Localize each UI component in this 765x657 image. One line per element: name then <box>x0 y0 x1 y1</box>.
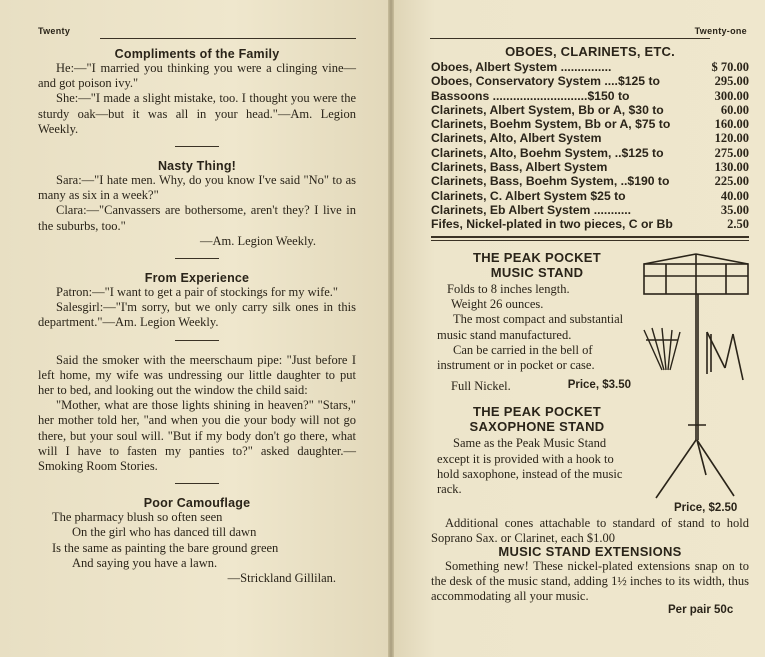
item-name: Bassoons ............................$150 to <box>431 88 630 103</box>
item-price: 160.00 <box>714 117 749 132</box>
stand-line: The most compact and substantial music stand manufactured. <box>437 312 624 342</box>
music-stand-price-row <box>437 379 631 394</box>
joke-body <box>38 173 356 249</box>
sax-stand-subtitle: SAXOPHONE STAND <box>469 419 605 435</box>
poem-title: Poor Camouflage <box>143 496 251 511</box>
joke-line: He:—"I married you thinking you were a clinging vine—and got poison ivy." <box>38 61 356 91</box>
item-price: 275.00 <box>714 145 749 160</box>
price-row <box>431 103 749 117</box>
joke-title: Compliments of the Family <box>114 47 280 61</box>
price-row <box>431 217 749 231</box>
stand-line: Can be carried in the bell of instrument or in pocket or case. <box>437 342 595 373</box>
folded-legs-icon <box>703 328 747 382</box>
right-head-rule <box>430 38 710 39</box>
price-row <box>431 131 749 145</box>
joke-line: Salesgirl:—"I'm sorry, but we only carry silk ones in this department."—Am. Legion Weekly. <box>38 300 356 330</box>
item-name: Clarinets, Alto, Boehm System, ..$125 to <box>431 145 664 160</box>
joke-source: —Am. Legion Weekly. <box>200 233 316 248</box>
item-price: $ 70.00 <box>711 60 749 74</box>
right-running-head: Twenty-one <box>694 26 747 36</box>
list-bottom-rule <box>431 236 749 238</box>
item-name: Clarinets, Albert System, Bb or A, $30 to <box>431 102 664 117</box>
joke-body <box>38 353 356 475</box>
price-row <box>431 74 749 88</box>
extensions-title: MUSIC STAND EXTENSIONS <box>498 544 682 559</box>
price-row <box>431 146 749 160</box>
separator <box>175 483 219 484</box>
joke-title: Nasty Thing! <box>157 159 237 174</box>
joke-body <box>38 285 356 331</box>
joke-line: "Mother, what are those lights shining in heaven?" "Stars," her mother told her, "and when you die your body will not go there, but your soul will. "But if my body don't go there, what will I have to fasten my panties to?" asked daughter.—Smoking Room Stories. <box>38 398 356 474</box>
joke-line: Sara:—"I hate men. Why, do you know I've said "No" to as many as six in a week?" <box>38 173 356 203</box>
music-stand-title: THE PEAK POCKET <box>472 250 601 265</box>
price-row <box>431 89 749 103</box>
item-price: 60.00 <box>720 102 749 117</box>
sax-stand-price: Price, $2.50 <box>674 502 738 514</box>
left-running-head: Twenty <box>38 26 71 36</box>
catalog-title: OBOES, CLARINETS, ETC. <box>505 44 675 59</box>
left-head-rule <box>100 38 356 39</box>
stand-line: Weight 26 ounces. <box>451 297 544 312</box>
poem-line: Is the same as painting the bare ground green <box>52 540 279 555</box>
stand-line: Folds to 8 inches length. <box>447 282 570 296</box>
joke-line: She:—"I made a slight mistake, too. I thought you were the sturdy oak—but it was all in your head."—Am. Legion Weekly. <box>38 91 356 136</box>
poem-line: The pharmacy blush so often seen <box>52 510 223 525</box>
item-price: 130.00 <box>714 160 749 175</box>
music-stand-subtitle: MUSIC STAND <box>490 265 584 280</box>
poem-author: —Strickland Gillilan. <box>227 571 336 586</box>
separator <box>175 146 219 147</box>
item-name: Clarinets, Bass, Boehm System, ..$190 to <box>431 174 670 189</box>
joke-line: Said the smoker with the meerschaum pipe: "Just before I left home, my wife was undressing our little daughter to put her to bed, and looking out the window the child said: <box>38 352 356 398</box>
price-row <box>431 117 749 131</box>
item-name: Clarinets, Boehm System, Bb or A, $75 to <box>431 117 671 132</box>
price-row <box>431 60 749 74</box>
price-row <box>431 174 749 188</box>
item-price: 35.00 <box>720 202 749 217</box>
poem-line: On the girl who has danced till dawn <box>72 525 257 540</box>
item-price: 40.00 <box>720 188 749 203</box>
price-row <box>431 203 749 217</box>
item-price: 120.00 <box>714 131 749 146</box>
additional-cones-text: Additional cones attachable to standard of stand to hold Soprano Sax. or Clarinet, each $1.00 <box>431 516 749 546</box>
sax-stand-description: Same as the Peak Music Stand except it is provided with a hook to hold saxophone, instead of the music rack. <box>437 436 623 497</box>
item-name: Oboes, Albert System ............... <box>431 60 612 74</box>
stand-finish: Full Nickel. <box>451 379 511 394</box>
price-row <box>431 189 749 203</box>
joke-line: Patron:—"I want to get a pair of stockings for my wife." <box>56 285 339 300</box>
item-name: Clarinets, Alto, Albert System <box>431 131 602 146</box>
price-row <box>431 160 749 174</box>
poem-line: And saying you have a lawn. <box>72 555 218 570</box>
item-price: 2.50 <box>727 217 749 232</box>
item-name: Clarinets, Bass, Albert System <box>431 160 608 175</box>
left-column <box>38 47 356 586</box>
poem-body <box>38 510 356 586</box>
item-price: 295.00 <box>714 74 749 89</box>
joke-title: From Experience <box>144 271 250 286</box>
book-gutter <box>388 0 394 657</box>
separator <box>175 258 219 259</box>
joke-body <box>38 61 356 137</box>
item-name: Clarinets, Eb Albert System ........... <box>431 202 632 217</box>
item-price: 225.00 <box>714 174 749 189</box>
price-list <box>431 60 749 232</box>
item-name: Clarinets, C. Albert System $25 to <box>431 188 626 203</box>
extensions-price: Per pair 50c <box>668 604 734 616</box>
separator <box>175 340 219 341</box>
list-bottom-rule-2 <box>431 240 749 241</box>
sax-stand-title: THE PEAK POCKET <box>472 404 601 420</box>
music-stand-section <box>437 250 637 497</box>
folded-stand-icon <box>640 326 684 374</box>
item-name: Fifes, Nickel-plated in two pieces, C or Bb <box>431 217 673 232</box>
joke-line: Clara:—"Canvassers are bothersome, aren't they? I live in the suburbs, too." <box>38 203 356 233</box>
stand-price: Price, $3.50 <box>567 379 631 392</box>
item-price: 300.00 <box>714 88 749 103</box>
extensions-description: Something new! These nickel-plated extensions snap on to the desk of the music stand, adding 1½ inches to its width, thus accommodating all your music. <box>431 559 749 604</box>
item-name: Oboes, Conservatory System ....$125 to <box>431 74 660 89</box>
music-stand-description <box>437 282 633 373</box>
